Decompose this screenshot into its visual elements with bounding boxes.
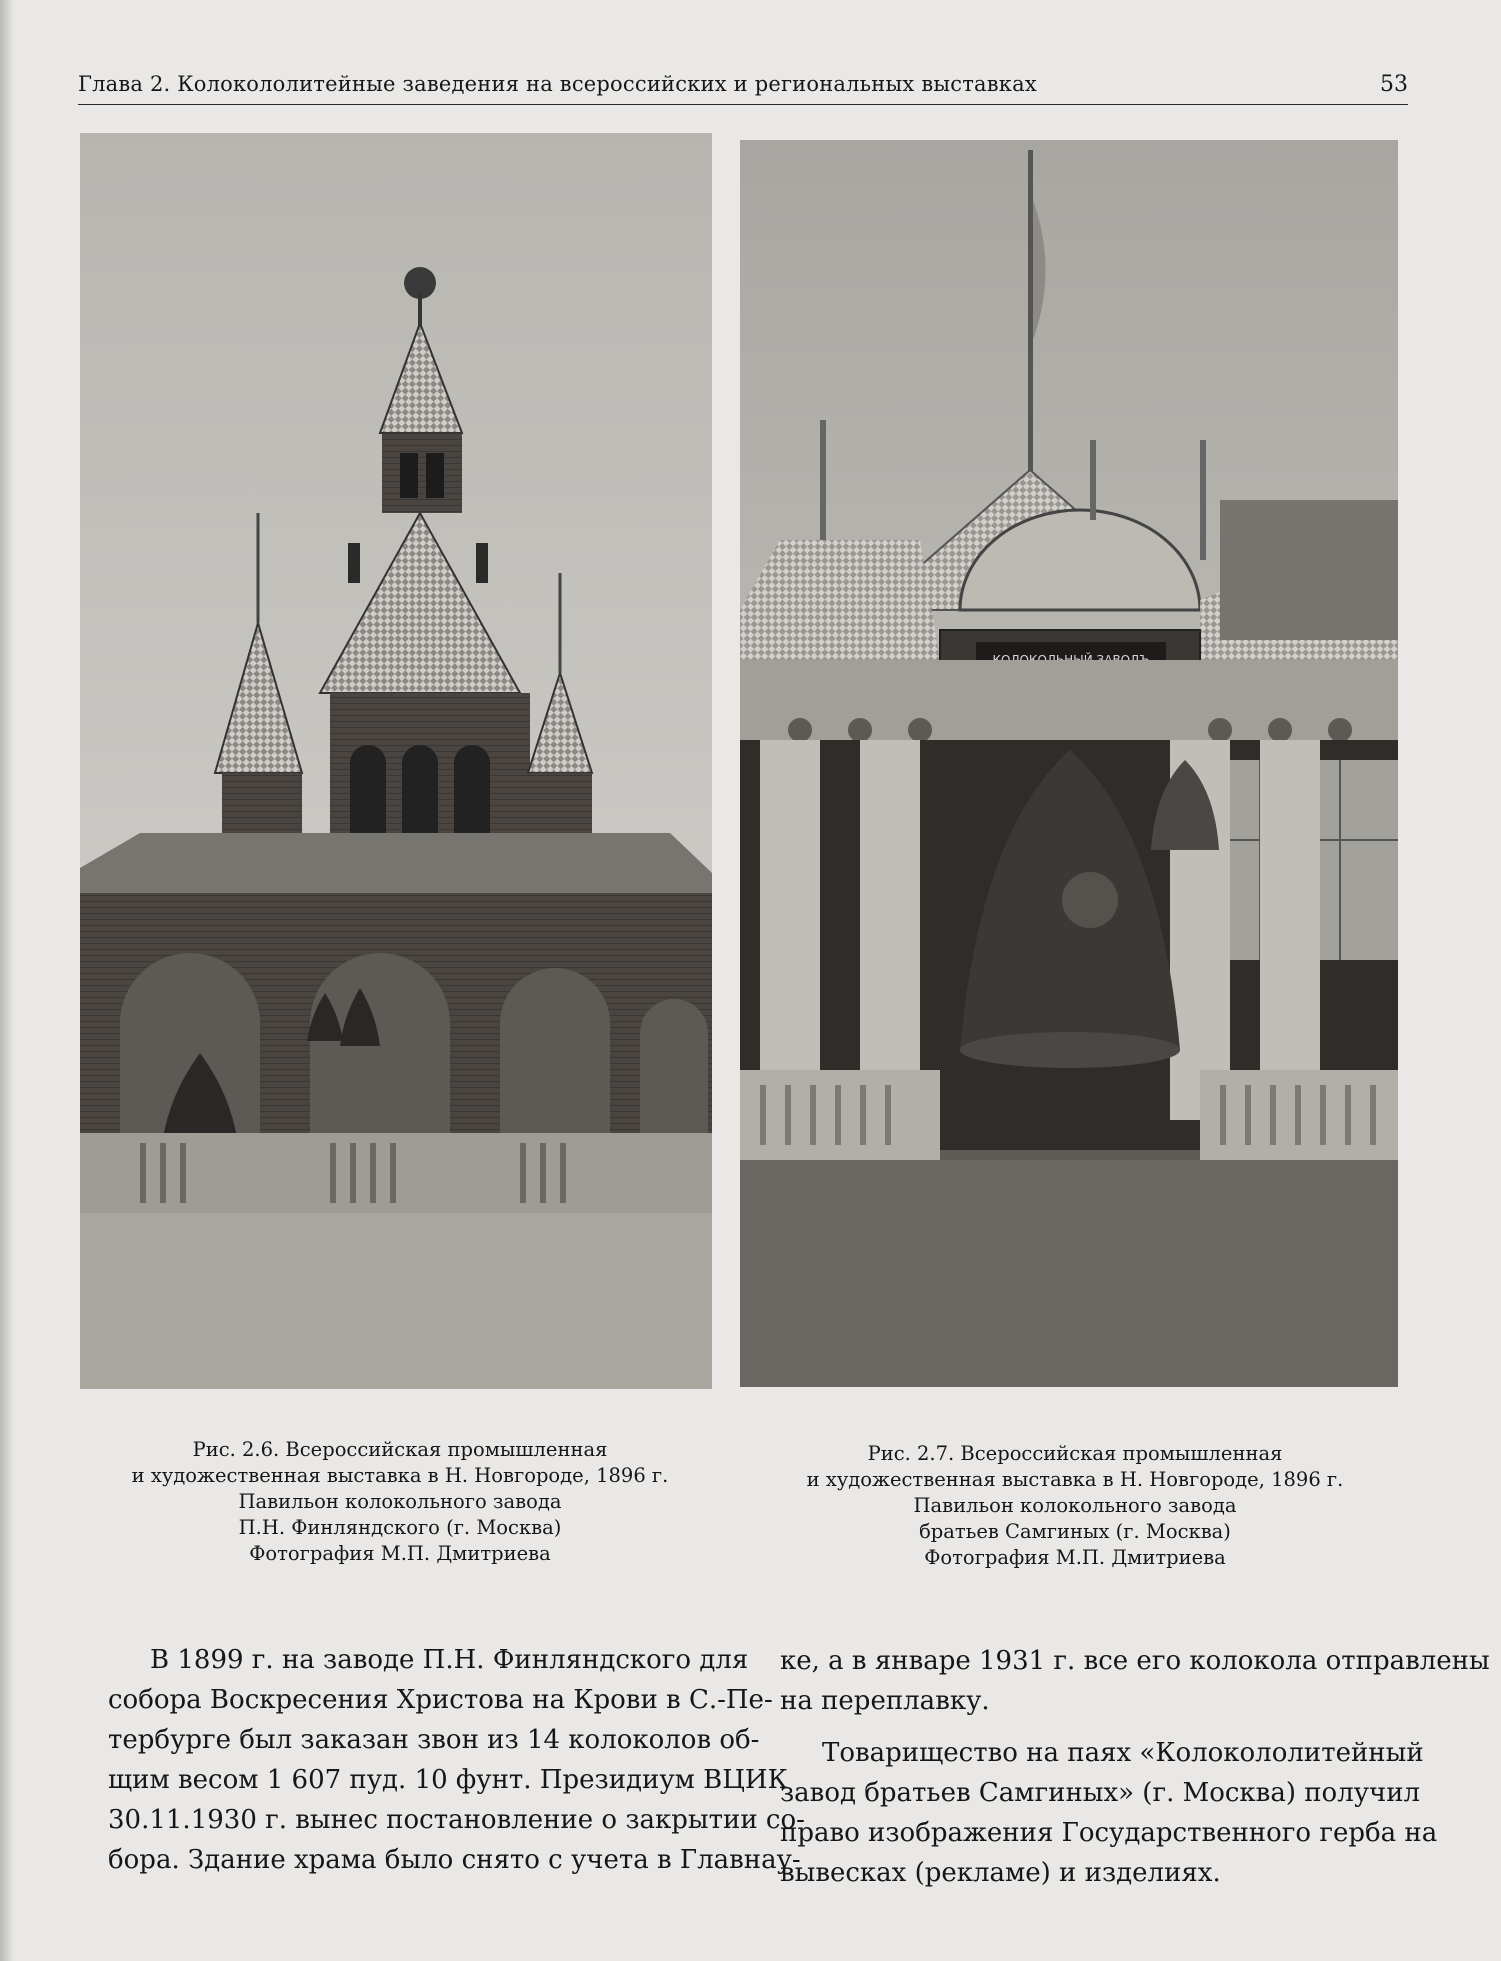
page-number: 53 — [1380, 72, 1408, 97]
body-line: 30.11.1930 г. вынес постановление о закрытии со- — [108, 1805, 805, 1835]
body-line: щим весом 1 607 пуд. 10 фунт. Президиум ВЦИК — [108, 1765, 788, 1795]
body-line: собора Воскресения Христова на Крови в С.-Пе- — [108, 1685, 773, 1715]
body-line: Товарищество на паях «Колокололитейный — [822, 1738, 1424, 1768]
page-shadow — [0, 0, 14, 1961]
chapter-title: Глава 2. Колокололитейные заведения на всероссийских и региональных выставках — [78, 72, 1037, 96]
body-line: вывесках (рекламе) и изделиях. — [780, 1858, 1221, 1888]
body-column-right — [780, 1641, 1490, 1893]
caption-line: и художественная выставка в Н. Новгороде, 1896 г. — [131, 1464, 669, 1487]
body-line: право изображения Государственного герба на — [780, 1818, 1438, 1848]
caption-line: братьев Самгиных (г. Москва) — [919, 1520, 1231, 1543]
body-line: на переплавку. — [780, 1686, 990, 1716]
caption-line: П.Н. Финляндского (г. Москва) — [238, 1516, 562, 1539]
body-column-left — [108, 1640, 805, 1880]
photo-finlyandsky-pavilion — [80, 133, 712, 1389]
body-line: ке, а в январе 1931 г. все его колокола отправлены — [780, 1646, 1490, 1676]
body-line: тербурге был заказан звон из 14 колоколов об- — [108, 1725, 760, 1755]
caption-line: Павильон колокольного завода — [238, 1490, 562, 1513]
figure-caption-2-7 — [745, 1441, 1405, 1571]
caption-line: Фотография М.П. Дмитриева — [249, 1542, 551, 1565]
caption-line: Рис. 2.7. Всероссийская промышленная — [867, 1442, 1283, 1465]
caption-line: Павильон колокольного завода — [913, 1494, 1237, 1517]
pavilion-illustration — [740, 140, 1398, 1387]
caption-line: Рис. 2.6. Всероссийская промышленная — [192, 1438, 608, 1461]
running-header — [78, 70, 1408, 105]
body-line: завод братьев Самгиных» (г. Москва) получил — [780, 1778, 1421, 1808]
body-line: В 1899 г. на заводе П.Н. Финляндского для — [150, 1645, 749, 1675]
figure-caption-2-6 — [90, 1437, 710, 1567]
pavilion-illustration — [80, 133, 712, 1389]
photo-samgin-pavilion — [740, 140, 1398, 1387]
caption-line: Фотография М.П. Дмитриева — [924, 1546, 1226, 1569]
caption-line: и художественная выставка в Н. Новгороде, 1896 г. — [806, 1468, 1344, 1491]
body-line: бора. Здание храма было снято с учета в Главнау- — [108, 1845, 801, 1875]
